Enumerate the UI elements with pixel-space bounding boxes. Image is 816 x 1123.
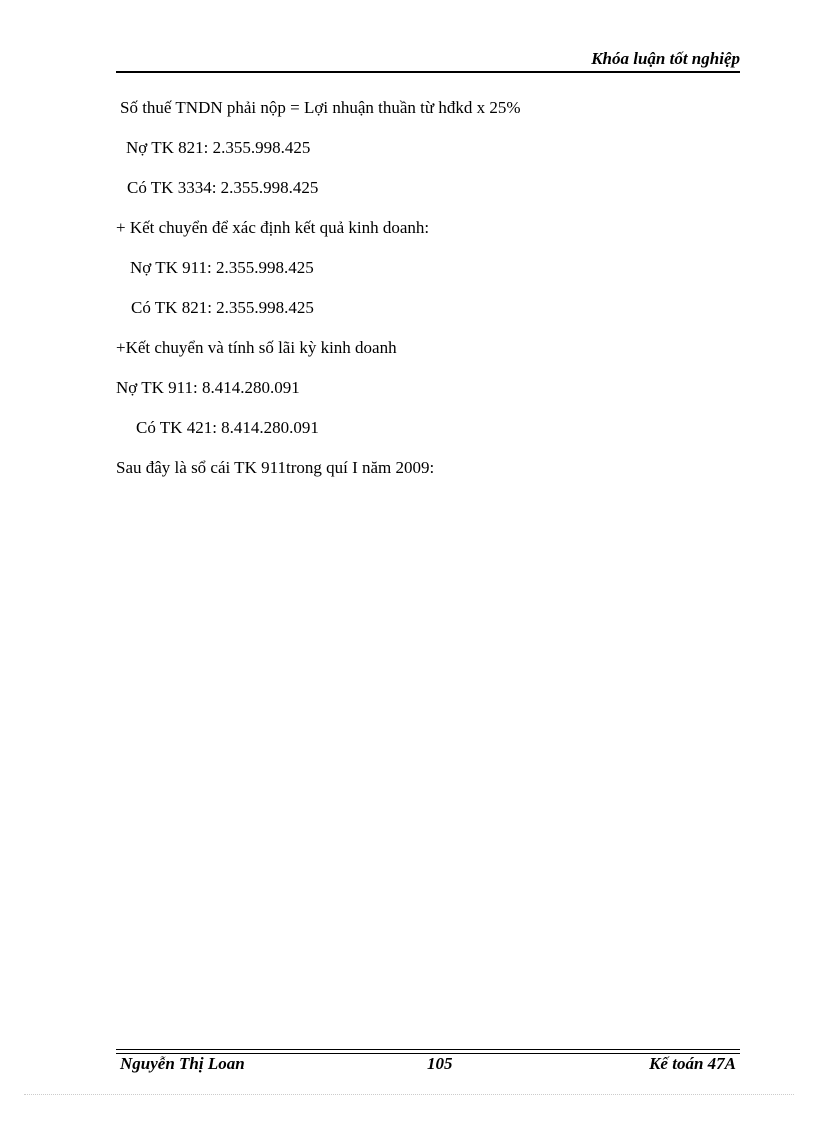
body-line-profit-heading: +Kết chuyển và tính số lãi kỳ kinh doanh — [116, 338, 397, 357]
page-number: 105 — [427, 1054, 453, 1073]
body-line-credit-821: Có TK 821: 2.355.998.425 — [131, 298, 314, 317]
body-line-credit-3334: Có TK 3334: 2.355.998.425 — [127, 178, 319, 197]
page-edge-divider — [24, 1094, 794, 1095]
body-line-tax-formula: Số thuế TNDN phải nộp = Lợi nhuận thuần từ hđkd x 25% — [120, 98, 521, 117]
body-line-credit-421: Có TK 421: 8.414.280.091 — [136, 418, 319, 437]
body-line-ledger-intro: Sau đây là sổ cái TK 911trong quí I năm 2009: — [116, 458, 435, 477]
footer-divider-top — [116, 1049, 740, 1050]
header-divider — [116, 71, 740, 73]
body-line-debit-911-a: Nợ TK 911: 2.355.998.425 — [130, 258, 314, 277]
body-line-transfer-heading: + Kết chuyển để xác định kết quả kinh doanh: — [116, 218, 430, 237]
body-line-debit-821: Nợ TK 821: 2.355.998.425 — [126, 138, 311, 157]
body-line-debit-911-b: Nợ TK 911: 8.414.280.091 — [116, 378, 300, 397]
document-title: Khóa luận tốt nghiệp — [591, 49, 740, 68]
footer-department: Kế toán 47A — [649, 1054, 736, 1073]
footer-author: Nguyễn Thị Loan — [120, 1054, 245, 1073]
